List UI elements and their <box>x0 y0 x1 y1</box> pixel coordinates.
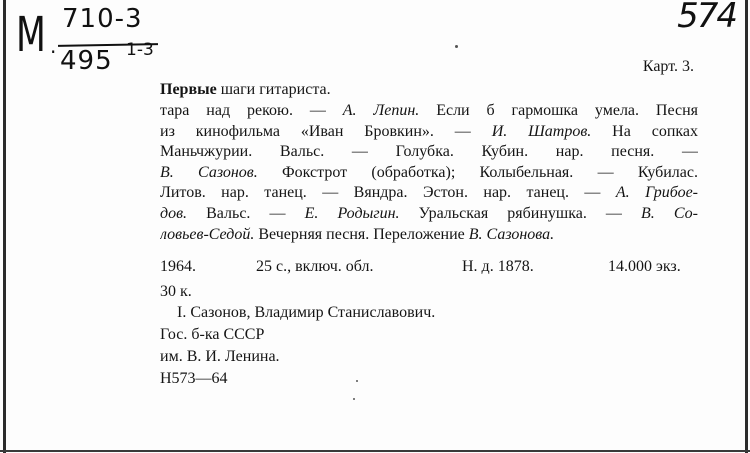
call-number-dot: · <box>50 40 57 64</box>
description-line <box>160 101 698 122</box>
description-name: В. Сазонов. <box>160 163 258 181</box>
publication-music-number: Н. д. 1878. <box>462 258 534 275</box>
description-name: Е. Родыгин. <box>304 204 400 222</box>
description-text: Фокстрот (обработка); Колыбельная. — Кубилас. <box>257 163 698 181</box>
description-text: Маньчжурии. Вальс. — Голубка. Кубин. нар. песня. — <box>160 143 698 161</box>
card-right-edge <box>745 0 748 453</box>
card-bottom-edge <box>0 450 750 452</box>
description-line <box>160 142 698 163</box>
description-text: На сопках <box>591 122 698 140</box>
contents-description <box>160 101 698 245</box>
description-text: Вечерняя песня. Переложение <box>254 225 469 243</box>
description-line <box>160 225 698 246</box>
call-number-bottom: 495 <box>60 46 113 76</box>
description-line <box>160 122 698 143</box>
publication-row <box>160 258 698 279</box>
library-line-1: Гос. б-ка СССР <box>160 326 265 343</box>
title-bold: Первые <box>160 81 217 98</box>
card-title <box>160 80 331 101</box>
description-name: А. Лепин. <box>342 102 420 119</box>
description-line <box>160 183 698 204</box>
call-number-letter: М <box>16 7 46 63</box>
card-left-edge <box>3 0 6 453</box>
card-label: Карт. 3. <box>642 58 694 75</box>
call-number-superscript: 1-3 <box>126 40 154 60</box>
author-tracing: I. Сазонов, Владимир Станиславович. <box>177 304 436 321</box>
description-name: А. Грибое- <box>615 184 698 202</box>
shelf-code: Н573—64 <box>160 370 228 387</box>
title-rest: шаги гитариста. <box>216 81 331 98</box>
description-text: Если б гармошка умела. Песня <box>419 102 698 119</box>
description-line <box>160 204 698 225</box>
speck <box>455 45 458 48</box>
publication-pages: 25 с., включ. обл. <box>256 258 374 275</box>
call-number-top: 710-3 <box>62 4 143 34</box>
description-text: тара над рекою. — <box>160 102 343 119</box>
description-name: дов. <box>160 204 188 222</box>
publication-copies: 14.000 экз. <box>608 258 681 275</box>
inventory-number: 574 <box>677 0 736 36</box>
description-text: Литов. нар. танец. — Вяндра. Эстон. нар. танец. — <box>160 184 616 202</box>
publication-price: 30 к. <box>160 283 192 300</box>
speck <box>356 380 358 382</box>
library-line-2: им. В. И. Ленина. <box>160 348 280 365</box>
description-text: из кинофильма «Иван Бровкин». — <box>160 122 492 140</box>
description-line <box>160 163 698 184</box>
description-name: В. Сазонова. <box>468 225 555 243</box>
description-text: Вальс. — <box>187 204 305 222</box>
speck <box>353 398 355 400</box>
description-name: ловьев-Седой. <box>160 225 255 243</box>
description-name: В. Со- <box>641 204 698 222</box>
description-name: И. Шатров. <box>491 122 592 140</box>
publication-year: 1964. <box>160 258 196 275</box>
description-text: Уральская рябинушка. — <box>399 204 642 222</box>
